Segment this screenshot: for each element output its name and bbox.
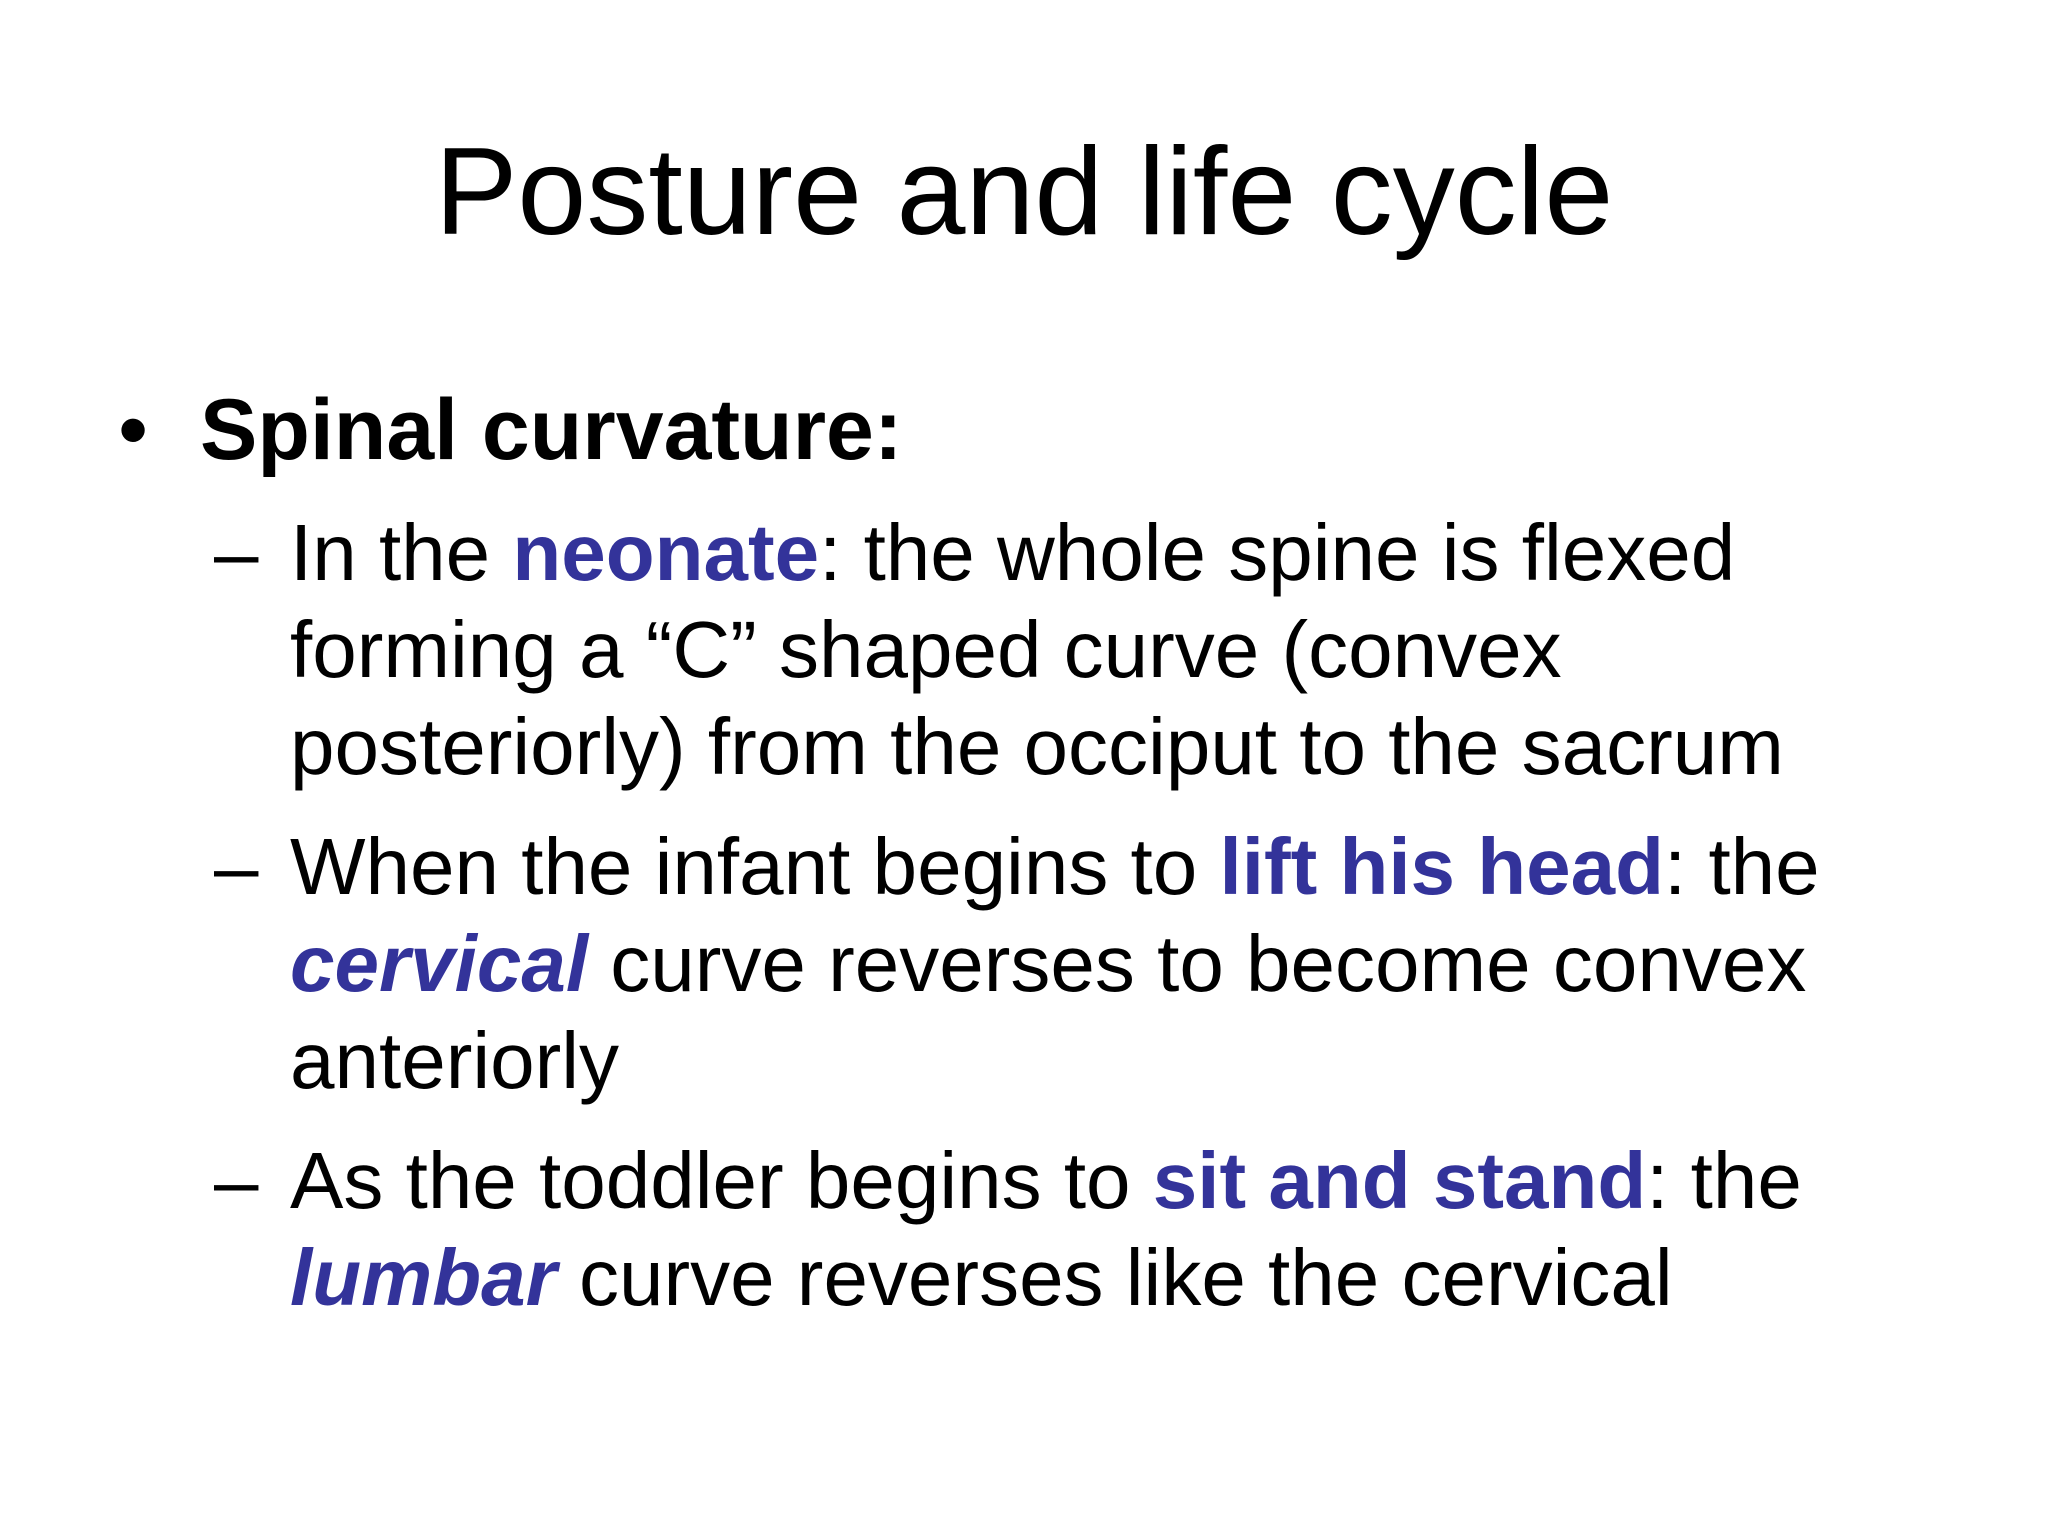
highlight-lumbar: lumbar [290, 1233, 557, 1322]
dash-marker: – [214, 508, 259, 597]
subitem-line [290, 818, 1974, 915]
text-run: : the [1646, 1136, 1802, 1225]
subitem-line: anteriorly [290, 1016, 620, 1105]
subitem-line [290, 1229, 1974, 1326]
subitem-line: forming a “C” shaped curve (convex [290, 605, 1562, 694]
text-run: curve reverses to become convex [588, 919, 1807, 1008]
subitem-body [290, 818, 1974, 1109]
subitem-line [290, 504, 1974, 601]
highlight-neonate: neonate [512, 508, 820, 597]
subitem-line [290, 1132, 1974, 1229]
subitem-line: posteriorly) from the occiput to the sacrum [290, 702, 1784, 791]
bullet-spinal-curvature [118, 380, 903, 480]
text-run: When the infant begins to [290, 822, 1220, 911]
text-run: In the [290, 508, 513, 597]
subitem-neonate [214, 504, 1974, 795]
slide-title: Posture and life cycle [434, 123, 1614, 261]
bullet-heading: Spinal curvature: [200, 382, 903, 478]
text-run: : the [1664, 822, 1820, 911]
text-run: : the whole spine is flexed [819, 508, 1736, 597]
dash-marker: – [214, 1136, 259, 1225]
dash-marker: – [214, 822, 259, 911]
highlight-cervical: cervical [290, 919, 589, 1008]
highlight-lift-his-head: lift his head [1219, 822, 1664, 911]
text-run: curve reverses like the cervical [556, 1233, 1673, 1322]
subitem-line [290, 915, 1974, 1012]
text-run: As the toddler begins to [290, 1136, 1153, 1225]
subitem-body [290, 1132, 1974, 1326]
subitem-infant [214, 818, 1974, 1109]
subitem-toddler [214, 1132, 1974, 1326]
highlight-sit-and-stand: sit and stand [1152, 1136, 1647, 1225]
subitem-body [290, 504, 1974, 795]
bullet-marker: • [118, 382, 149, 478]
